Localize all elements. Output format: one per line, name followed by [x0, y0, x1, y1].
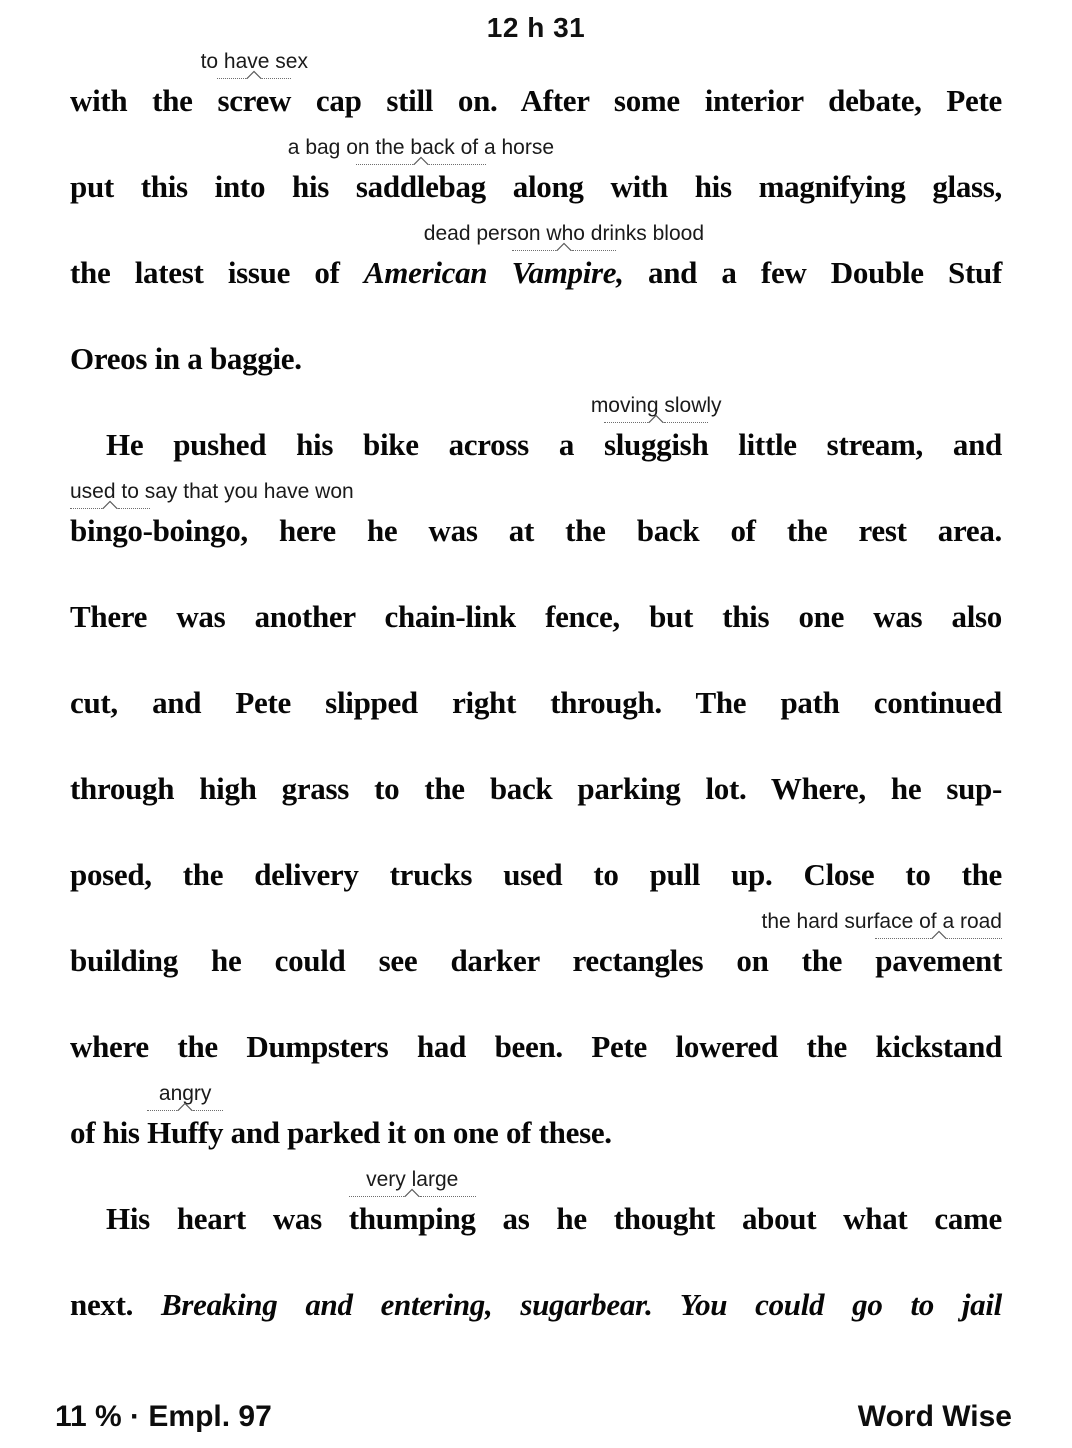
text-segment: cap still on. After some interior debate, Pete	[291, 83, 1003, 118]
text-line	[70, 832, 1002, 918]
text-line	[70, 1262, 1002, 1348]
annotated-word: sluggish	[603, 427, 709, 462]
text-segment: of his	[70, 1115, 148, 1150]
text-line	[70, 50, 1003, 144]
caret-up-icon	[648, 414, 664, 423]
wordwise-term[interactable]	[70, 480, 354, 548]
text-segment: ,	[616, 255, 624, 290]
wordwise-definition: the hard surface of a road	[761, 910, 1002, 933]
caret-up-icon	[246, 70, 262, 79]
text-segment: with the	[70, 83, 218, 118]
wordwise-term[interactable]	[287, 136, 555, 204]
wordwise-term[interactable]	[761, 910, 1002, 978]
caret-up-icon	[556, 242, 572, 251]
annotated-word: Huffy	[147, 1115, 224, 1150]
annotated-word: bingo-boingo,	[70, 513, 248, 548]
caret-up-icon	[413, 156, 429, 165]
text-line	[70, 136, 1003, 230]
text-line	[70, 480, 1002, 574]
text-segment: as he thought about what came	[475, 1201, 1002, 1236]
wordwise-underline	[147, 1102, 223, 1111]
reading-progress: 11 % · Empl. 97	[55, 1400, 272, 1433]
wordwise-underline	[349, 1188, 476, 1197]
text-line	[70, 746, 1002, 832]
annotated-word: screw	[217, 83, 292, 118]
text-segment: American	[363, 255, 512, 290]
text-segment: and a few Double Stuf	[623, 255, 1002, 290]
annotated-word: pavement	[875, 943, 1002, 978]
text-line	[70, 910, 1002, 1004]
text-lines	[70, 50, 1003, 1348]
wordwise-underline	[70, 500, 150, 509]
text-segment: Breaking and entering, sugarbear. You could go to jail	[160, 1287, 1002, 1322]
wordwise-definition: moving slowly	[590, 394, 722, 417]
caret-up-icon	[931, 930, 947, 939]
wordwise-definition: used to say that you have won	[70, 480, 354, 503]
text-segment: posed, the delivery trucks used to pull up. Close to the	[70, 857, 1002, 892]
wordwise-underline	[356, 156, 486, 165]
text-segment: building he could see darker rectangles on the	[70, 943, 876, 978]
wordwise-definition: to have sex	[200, 50, 308, 73]
annotated-word: saddlebag	[355, 169, 486, 204]
wordwise-underline	[604, 414, 708, 423]
word-wise-indicator[interactable]: Word Wise	[857, 1400, 1012, 1433]
text-segment: Oreos in a baggie.	[70, 341, 302, 376]
text-segment: He pushed his bike across a	[106, 427, 604, 462]
annotated-word: thumping	[348, 1201, 476, 1236]
text-line	[70, 1168, 1002, 1262]
text-segment: here he was at the back of the rest area.	[247, 513, 1002, 548]
caret-up-icon	[177, 1102, 193, 1111]
text-segment: little stream, and	[708, 427, 1002, 462]
wordwise-term[interactable]	[590, 394, 722, 462]
text-line	[70, 394, 1002, 488]
text-line	[70, 316, 1002, 402]
text-line	[70, 222, 1002, 316]
wordwise-definition: angry	[158, 1082, 212, 1105]
wordwise-underline	[512, 242, 617, 251]
caret-up-icon	[404, 1188, 420, 1197]
caret-up-icon	[102, 500, 118, 509]
text-line	[70, 1082, 1002, 1176]
footer-bar	[55, 1400, 1012, 1434]
wordwise-definition: very large	[366, 1168, 459, 1191]
annotated-word: Vampire	[511, 255, 617, 290]
text-line	[70, 660, 1002, 746]
text-line	[70, 1004, 1002, 1090]
text-segment: put this into his	[70, 169, 356, 204]
text-segment: where the Dumpsters had been. Pete lowered the kickstand	[70, 1029, 1002, 1064]
wordwise-underline	[217, 70, 291, 79]
wordwise-term[interactable]	[147, 1082, 224, 1150]
text-segment: the latest issue of	[70, 255, 364, 290]
wordwise-definition: a bag on the back of a horse	[287, 136, 555, 159]
text-segment: next.	[70, 1287, 161, 1322]
text-line	[70, 574, 1002, 660]
wordwise-definition: dead person who drinks blood	[423, 222, 705, 245]
text-segment: and parked it on one of these.	[223, 1115, 612, 1150]
text-segment: There was another chain-link fence, but this one was also	[70, 599, 1002, 634]
status-clock: 12 h 31	[486, 12, 586, 43]
text-segment: His heart was	[106, 1201, 349, 1236]
wordwise-term[interactable]	[348, 1168, 476, 1236]
text-segment: through high grass to the back parking lot. Where, he sup-	[70, 771, 1002, 806]
text-segment: along with his magnifying glass,	[485, 169, 1003, 204]
wordwise-term[interactable]	[200, 50, 308, 118]
text-segment: cut, and Pete slipped right through. The path continued	[70, 685, 1002, 720]
wordwise-underline	[875, 930, 1002, 939]
